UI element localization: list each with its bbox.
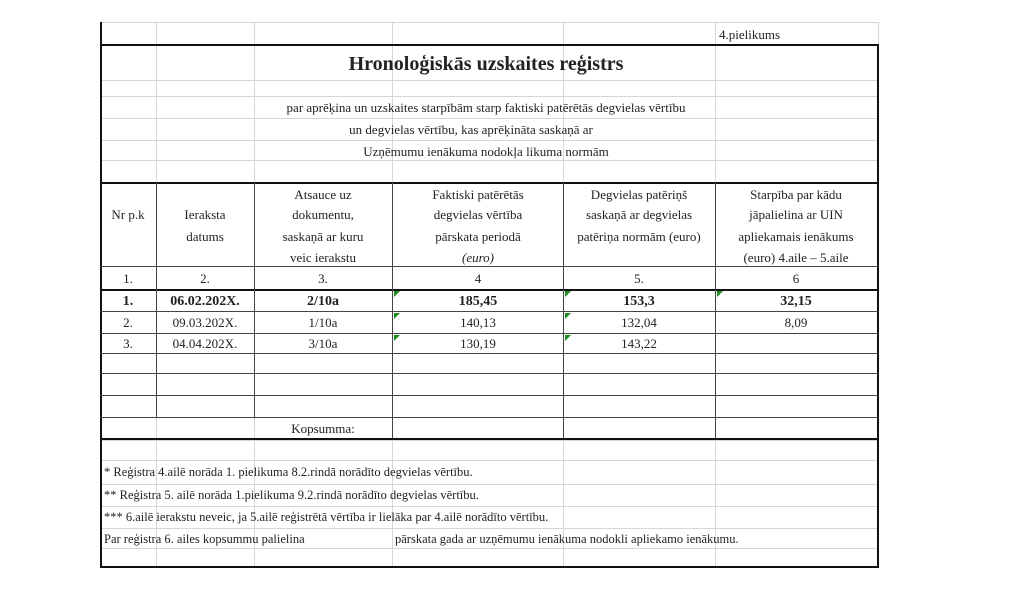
total-label: Kopsumma: <box>291 421 355 436</box>
header-doc-line-1: Atsauce uz <box>294 187 352 202</box>
header-doc-line-2: dokumentu, <box>292 207 354 222</box>
register-title: Hronoloģiskās uzskaites reģistrs <box>348 53 624 75</box>
row-diff: 8,09 <box>784 315 808 330</box>
header-actual-line-2: degvielas vērtība <box>433 207 523 222</box>
header-diff-line-3: apliekamais ienākums <box>738 229 854 244</box>
colnum-6: 6 <box>792 271 800 286</box>
row-doc: 1/10a <box>308 315 338 330</box>
row-norm: 153,3 <box>623 294 655 309</box>
row-date: 09.03.202X. <box>172 315 238 330</box>
colnum-2: 2. <box>200 271 210 286</box>
row-nr: 1. <box>122 294 134 309</box>
formula-marker-icon <box>394 313 400 319</box>
row-actual: 140,13 <box>460 315 496 330</box>
header-norm-line-3: patēriņa normām (euro) <box>577 229 701 244</box>
formula-marker-icon <box>565 291 571 297</box>
header-nr: Nr p.k <box>111 207 145 222</box>
colnum-5: 5. <box>634 271 644 286</box>
row-norm: 143,22 <box>621 336 657 351</box>
header-date-line-1: Ieraksta <box>184 207 226 222</box>
header-actual-line-1: Faktiski patērētās <box>432 187 524 202</box>
row-norm: 132,04 <box>621 315 657 330</box>
header-date-line-2: datums <box>186 229 224 244</box>
formula-marker-icon <box>717 291 723 297</box>
header-doc-line-4: veic ierakstu <box>289 250 357 265</box>
row-actual: 185,45 <box>458 294 498 309</box>
header-norm-line-2: saskaņā ar degvielas <box>585 207 693 222</box>
header-norm-line-1: Degvielas patēriņš <box>590 187 688 202</box>
footnote-2: ** Reģistra 5. ailē norāda 1.pielikuma 9.2.rindā norādīto degvielas vērtību. <box>104 488 479 502</box>
footnote-1: * Reģistra 4.ailē norāda 1. pielikuma 8.2.rindā norādīto degvielas vērtību. <box>104 465 473 479</box>
header-actual-line-4: (euro) <box>461 250 495 265</box>
header-diff-line-2: jāpalielina ar UIN <box>749 207 843 222</box>
formula-marker-icon <box>565 313 571 319</box>
row-doc: 2/10a <box>307 294 339 309</box>
footnote-4-part-2: pārskata gada ar uzņēmumu ienākuma nodokli apliekamo ienākumu. <box>395 532 739 546</box>
footnote-3: *** 6.ailē ierakstu neveic, ja 5.ailē reģistrētā vērtība ir lielāka par 4.ailē norādīto vērtību. <box>104 510 549 524</box>
colnum-4: 4 <box>474 271 482 286</box>
header-diff-line-4: (euro) 4.aile – 5.aile <box>743 250 849 265</box>
row-nr: 3. <box>123 336 133 351</box>
header-diff-line-1: Starpība par kādu <box>750 187 842 202</box>
colnum-3: 3. <box>318 271 328 286</box>
row-diff: 32,15 <box>780 294 812 309</box>
footnote-4-part-1: Par reģistra 6. ailes kopsummu palielina <box>104 532 305 546</box>
row-doc: 3/10a <box>308 336 338 351</box>
formula-marker-icon <box>394 335 400 341</box>
colnum-1: 1. <box>123 271 133 286</box>
appendix-label: 4.pielikums <box>719 27 781 42</box>
formula-marker-icon <box>394 291 400 297</box>
row-actual: 130,19 <box>460 336 496 351</box>
subtitle-line-3: Uzņēmumu ienākuma nodokļa likuma normām <box>363 144 609 159</box>
subtitle-line-2: un degvielas vērtību, kas aprēķināta saskaņā ar <box>349 122 593 137</box>
row-nr: 2. <box>123 315 133 330</box>
header-doc-line-3: saskaņā ar kuru <box>282 229 364 244</box>
subtitle-line-1: par aprēķina un uzskaites starpībām starp faktiski patērētās degvielas vērtību <box>286 100 686 115</box>
header-actual-line-3: pārskata periodā <box>435 229 521 244</box>
row-date: 04.04.202X. <box>172 336 238 351</box>
formula-marker-icon <box>565 335 571 341</box>
row-date: 06.02.202X. <box>170 294 240 309</box>
